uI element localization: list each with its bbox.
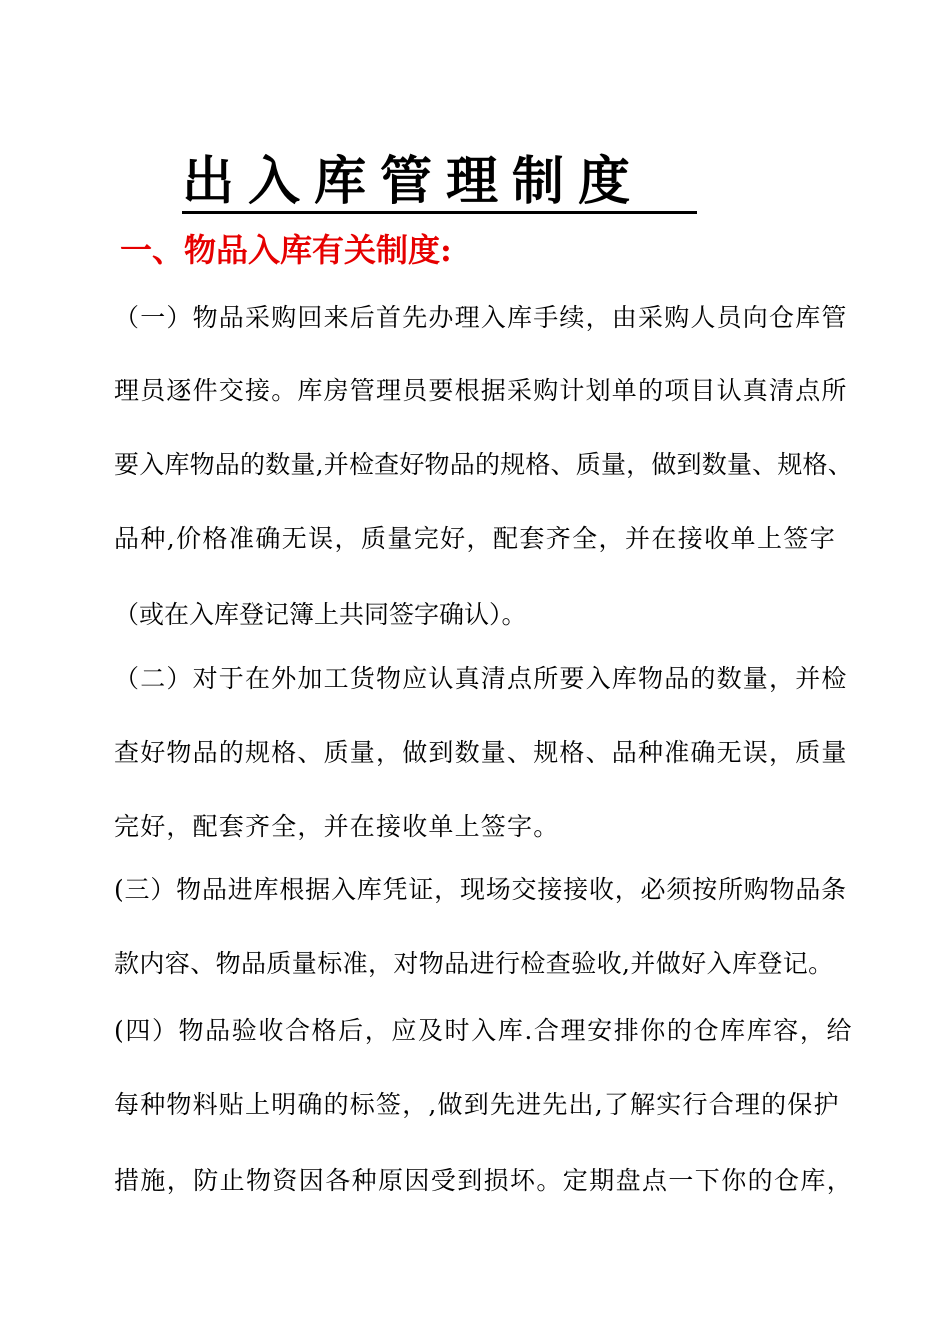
paragraph-line: (三）物品进库根据入库凭证，现场交接接收，必须按所购物品条 [114,875,847,904]
paragraph-line: 措施，防止物资因各种原因受到损坏。定期盘点一下你的仓库， [114,1166,854,1195]
paragraph-line: (四）物品验收合格后，应及时入库.合理安排你的仓库库容，给 [114,1016,854,1045]
paragraph-line: 品种,价格准确无误，质量完好，配套齐全，并在接收单上签字 [114,524,837,553]
paragraph-line: （一）物品采购回来后首先办理入库手续，由采购人员向仓库管 [114,303,848,332]
paragraph-line: 理员逐件交接。库房管理员要根据采购计划单的项目认真清点所 [114,376,848,405]
paragraph-line: （二）对于在外加工货物应认真清点所要入库物品的数量，并检 [114,664,848,693]
paragraph-line: （或在入库登记簿上共同签字确认）。 [114,600,527,629]
paragraph-line: 款内容、物品质量标准，对物品进行检查验收,并做好入库登记。 [114,949,834,978]
paragraph-line: 完好，配套齐全，并在接收单上签字。 [114,812,560,841]
paragraph-line: 要入库物品的数量,并检查好物品的规格、质量，做到数量、规格、 [114,450,853,479]
section-heading: 一、物品入库有关制度: [120,231,452,269]
paragraph-line: 每种物料贴上明确的标签，,做到先进先出,了解实行合理的保护 [114,1090,840,1119]
paragraph-line: 查好物品的规格、质量，做到数量、规格、品种准确无误，质量 [114,738,848,767]
document-title: 出入库管理制度 [182,150,697,214]
